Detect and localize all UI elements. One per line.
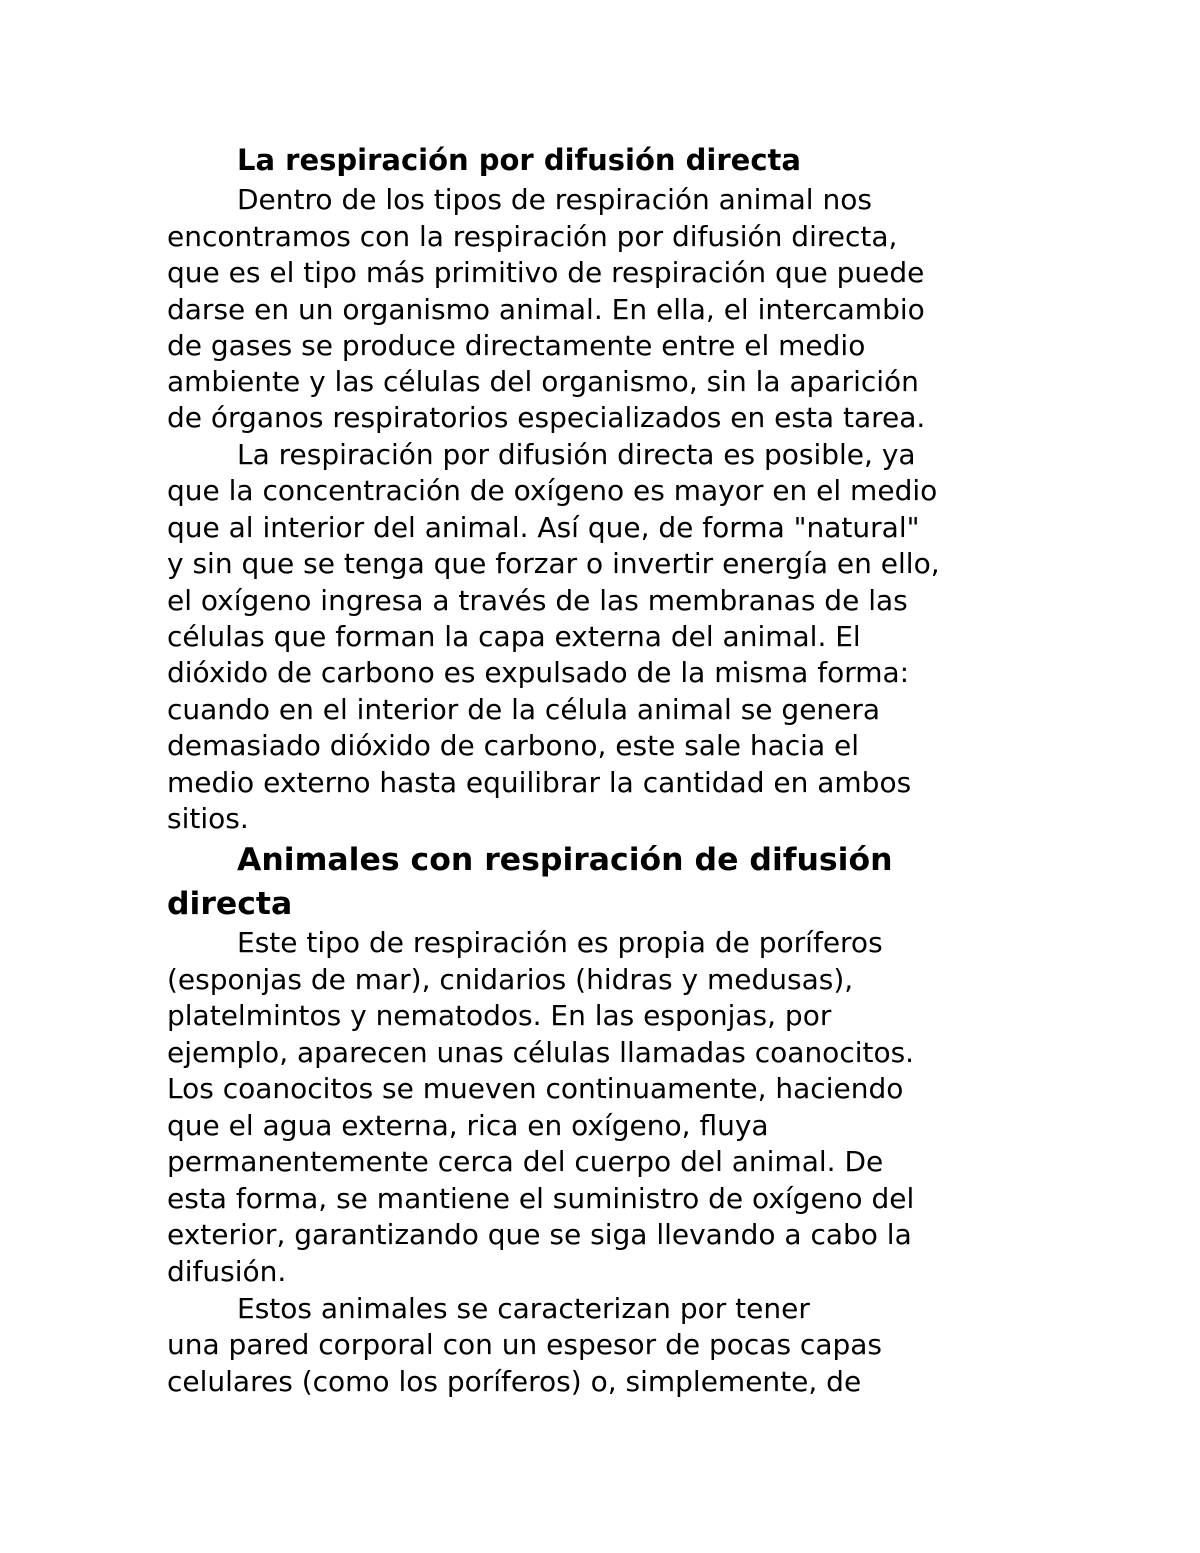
paragraph-line: difusión. [167, 1255, 287, 1288]
paragraph-line: el oxígeno ingresa a través de las membranas de las [167, 584, 908, 617]
paragraph-line: de órganos respiratorios especializados en esta tarea. [167, 401, 926, 434]
paragraph-line: y sin que se tenga que forzar o invertir energía en ello, [167, 547, 940, 580]
paragraph-line: platelmintos y nematodos. En las esponjas, por [167, 999, 832, 1032]
paragraph-line: sitios. [167, 802, 249, 835]
paragraph-line: de gases se produce directamente entre el medio [167, 329, 866, 362]
paragraph-line: permanentemente cerca del cuerpo del animal. De [167, 1145, 884, 1178]
paragraph-line: La respiración por difusión directa es posible, ya [237, 438, 916, 471]
paragraph-line: exterior, garantizando que se siga llevando a cabo la [167, 1218, 912, 1251]
paragraph-line: ambiente y las células del organismo, sin la aparición [167, 365, 919, 398]
paragraph-line: que la concentración de oxígeno es mayor en el medio [167, 474, 938, 507]
paragraph-line: esta forma, se mantiene el suministro de oxígeno del [167, 1182, 915, 1215]
paragraph-line: Este tipo de respiración es propia de poríferos [237, 926, 883, 959]
paragraph-line: ejemplo, aparecen unas células llamadas coanocitos. [167, 1036, 915, 1069]
section-heading: Animales con respiración de difusión [237, 842, 893, 878]
document-title: La respiración por difusión directa [237, 143, 801, 177]
paragraph-line: que al interior del animal. Así que, de forma "natural" [167, 511, 920, 544]
paragraph-line: Los coanocitos se mueven continuamente, haciendo [167, 1072, 904, 1105]
paragraph-line: Dentro de los tipos de respiración animal nos [237, 183, 872, 216]
paragraph-line: encontramos con la respiración por difusión directa, [167, 220, 898, 253]
paragraph-line: darse en un organismo animal. En ella, el intercambio [167, 293, 925, 326]
paragraph-line: que el agua externa, rica en oxígeno, fluya [167, 1109, 769, 1142]
paragraph-line: que es el tipo más primitivo de respiración que puede [167, 256, 925, 289]
paragraph-line: celulares (como los poríferos) o, simplemente, de [167, 1365, 862, 1398]
paragraph-line: Estos animales se caracterizan por tener [237, 1292, 810, 1325]
paragraph-line: demasiado dióxido de carbono, este sale hacia el [167, 729, 860, 762]
paragraph-line: (esponjas de mar), cnidarios (hidras y medusas), [167, 963, 854, 996]
paragraph-line: una pared corporal con un espesor de pocas capas [167, 1328, 882, 1361]
paragraph-line: células que forman la capa externa del animal. El [167, 620, 861, 653]
paragraph-line: dióxido de carbono es expulsado de la misma forma: [167, 656, 910, 689]
paragraph-line: medio externo hasta equilibrar la cantidad en ambos [167, 766, 912, 799]
section-heading: directa [167, 886, 293, 922]
paragraph-line: cuando en el interior de la célula animal se genera [167, 693, 881, 726]
